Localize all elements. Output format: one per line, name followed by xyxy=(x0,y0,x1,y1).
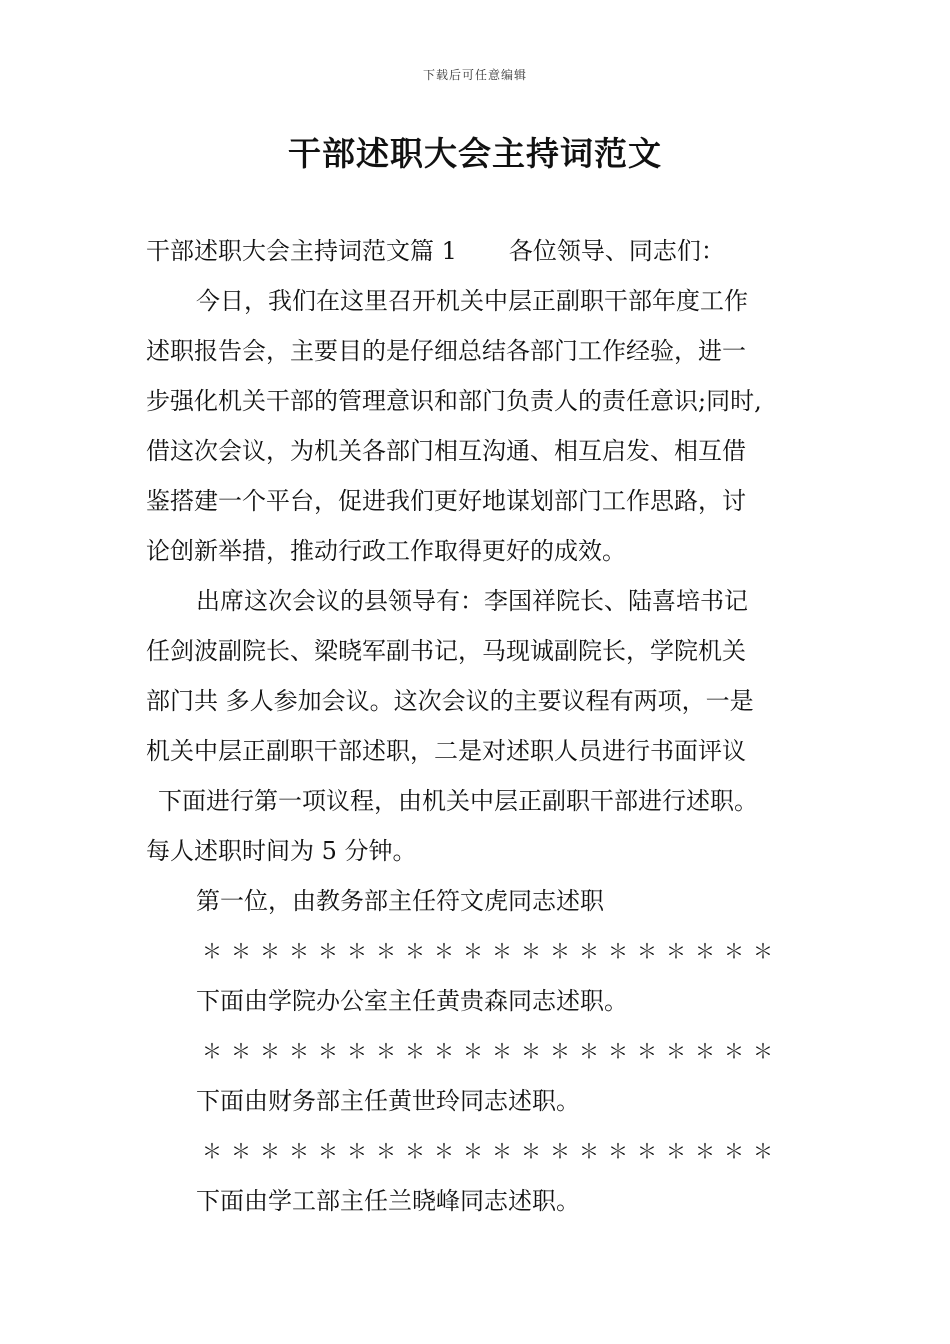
document-body xyxy=(146,226,821,1226)
text-line: 出席这次会议的县领导有：李国祥院长、陆喜培书记 xyxy=(196,587,748,615)
text-line: 下面进行第一项议程，由机关中层正副职干部进行述职。 xyxy=(158,787,758,815)
speaker-line: 下面由学院办公室主任黄贵森同志述职。 xyxy=(196,987,628,1015)
paragraph-purpose xyxy=(146,276,821,576)
text-line: 今日，我们在这里召开机关中层正副职干部年度工作 xyxy=(196,287,748,315)
separator-stars: ＊＊＊＊＊＊＊＊＊＊＊＊＊＊＊＊＊＊＊＊ xyxy=(202,1039,782,1063)
text-line: 述职报告会，主要目的是仔细总结各部门工作经验，进一 xyxy=(146,337,746,365)
text-line: 鉴搭建一个平台，促进我们更好地谋划部门工作思路，讨 xyxy=(146,487,746,515)
salutation: 各位领导、同志们： xyxy=(508,237,725,265)
section-heading: 干部述职大会主持词范文篇 1 xyxy=(146,237,457,265)
opening-line xyxy=(146,226,821,276)
separator-stars: ＊＊＊＊＊＊＊＊＊＊＊＊＊＊＊＊＊＊＊＊ xyxy=(202,939,782,963)
text-line: 论创新举措，推动行政工作取得更好的成效。 xyxy=(146,537,626,565)
header-note: 下载后可任意编辑 xyxy=(422,68,527,82)
text-line: 部门共 多人参加会议。这次会议的主要议程有两项，一是 xyxy=(146,687,754,715)
speaker-line: 第一位，由教务部主任符文虎同志述职 xyxy=(196,887,604,915)
document-title: 干部述职大会主持词范文 xyxy=(288,134,662,173)
text-line: 借这次会议，为机关各部门相互沟通、相互启发、相互借 xyxy=(146,437,746,465)
text-line: 机关中层正副职干部述职，二是对述职人员进行书面评议 xyxy=(146,737,746,765)
separator-stars: ＊＊＊＊＊＊＊＊＊＊＊＊＊＊＊＊＊＊＊＊ xyxy=(202,1139,782,1163)
paragraph-agenda xyxy=(146,776,821,876)
text-line: 步强化机关干部的管理意识和部门负责人的责任意识;同时, xyxy=(146,387,762,415)
speaker-line: 下面由学工部主任兰晓峰同志述职。 xyxy=(196,1187,580,1215)
text-line: 每人述职时间为 5 分钟。 xyxy=(146,837,417,865)
text-line: 任剑波副院长、梁晓军副书记，马现诚副院长，学院机关 xyxy=(146,637,746,665)
paragraph-attendees xyxy=(146,576,821,776)
speaker-line: 下面由财务部主任黄世玲同志述职。 xyxy=(196,1087,580,1115)
